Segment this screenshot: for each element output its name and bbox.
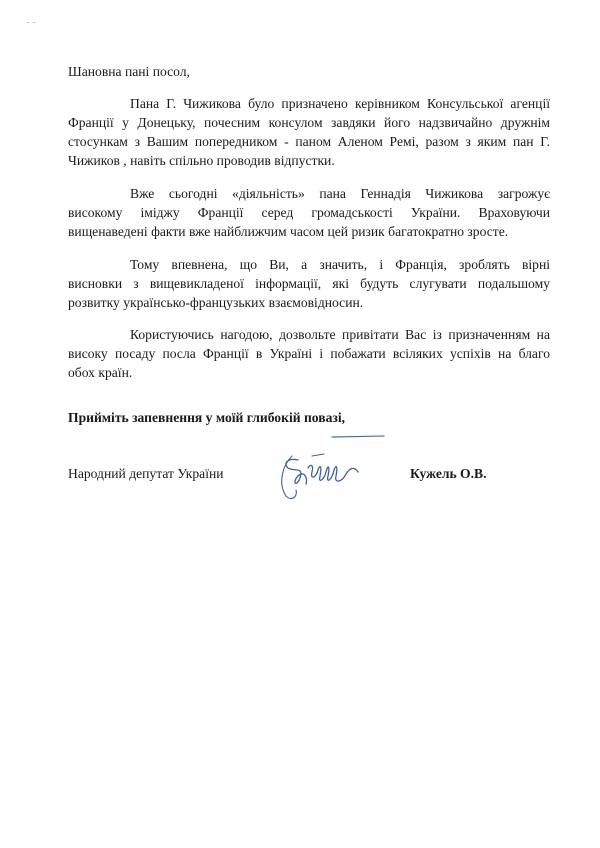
paragraph-2-line-3: вищенаведені факти вже найближчим часом цей ризик багатократно зросте. — [68, 224, 509, 239]
paragraph-3-line-3: розвитку українсько-французьких взаємовідносин. — [68, 295, 364, 310]
paragraph-2-line-2: високому іміджу Франції серед громадськості України. Враховуючи — [68, 205, 550, 220]
handwritten-signature — [268, 432, 388, 504]
closing-line: Прийміть запевнення у моїй глибокій повазі, — [68, 410, 346, 425]
paragraph-1-line-3: стосункам з Вашим попередником - паном Аленом Ремі, разом з яким пан Г. — [68, 134, 550, 149]
paragraph-3-line-2: висновки з вищевикладеної інформації, які будуть слугувати подальшому — [68, 276, 550, 291]
paragraph-3-line-1: Тому впевнена, що Ви, а значить, і Франція, зроблять вірні — [130, 257, 550, 272]
paragraph-1-line-1: Пана Г. Чижикова було призначено керівником Консульської агенції — [130, 96, 550, 111]
signer-title: Народний депутат України — [68, 466, 224, 481]
paragraph-2-line-1: Вже сьогодні «діяльність» пана Геннадія Чижикова загрожує — [130, 186, 550, 201]
paragraph-1-line-2: Франції у Донецьку, почесним консулом завдяки його надзвичайно дружнім — [68, 115, 550, 130]
scan-speck — [27, 22, 29, 23]
signer-name: Кужель О.В. — [410, 466, 487, 481]
salutation: Шановна пані посол, — [68, 64, 190, 79]
paragraph-4-line-3: обох країн. — [68, 365, 133, 380]
scan-speck — [33, 22, 35, 23]
paragraph-4-line-1: Користуючись нагодою, дозвольте привітати Вас із призначенням на — [130, 327, 550, 342]
paragraph-1-line-4: Чижиков , навіть спільно проводив відпустки. — [68, 153, 335, 168]
paragraph-4-line-2: високу посаду посла Франції в Україні і побажати всіляких успіхів на благо — [68, 346, 550, 361]
